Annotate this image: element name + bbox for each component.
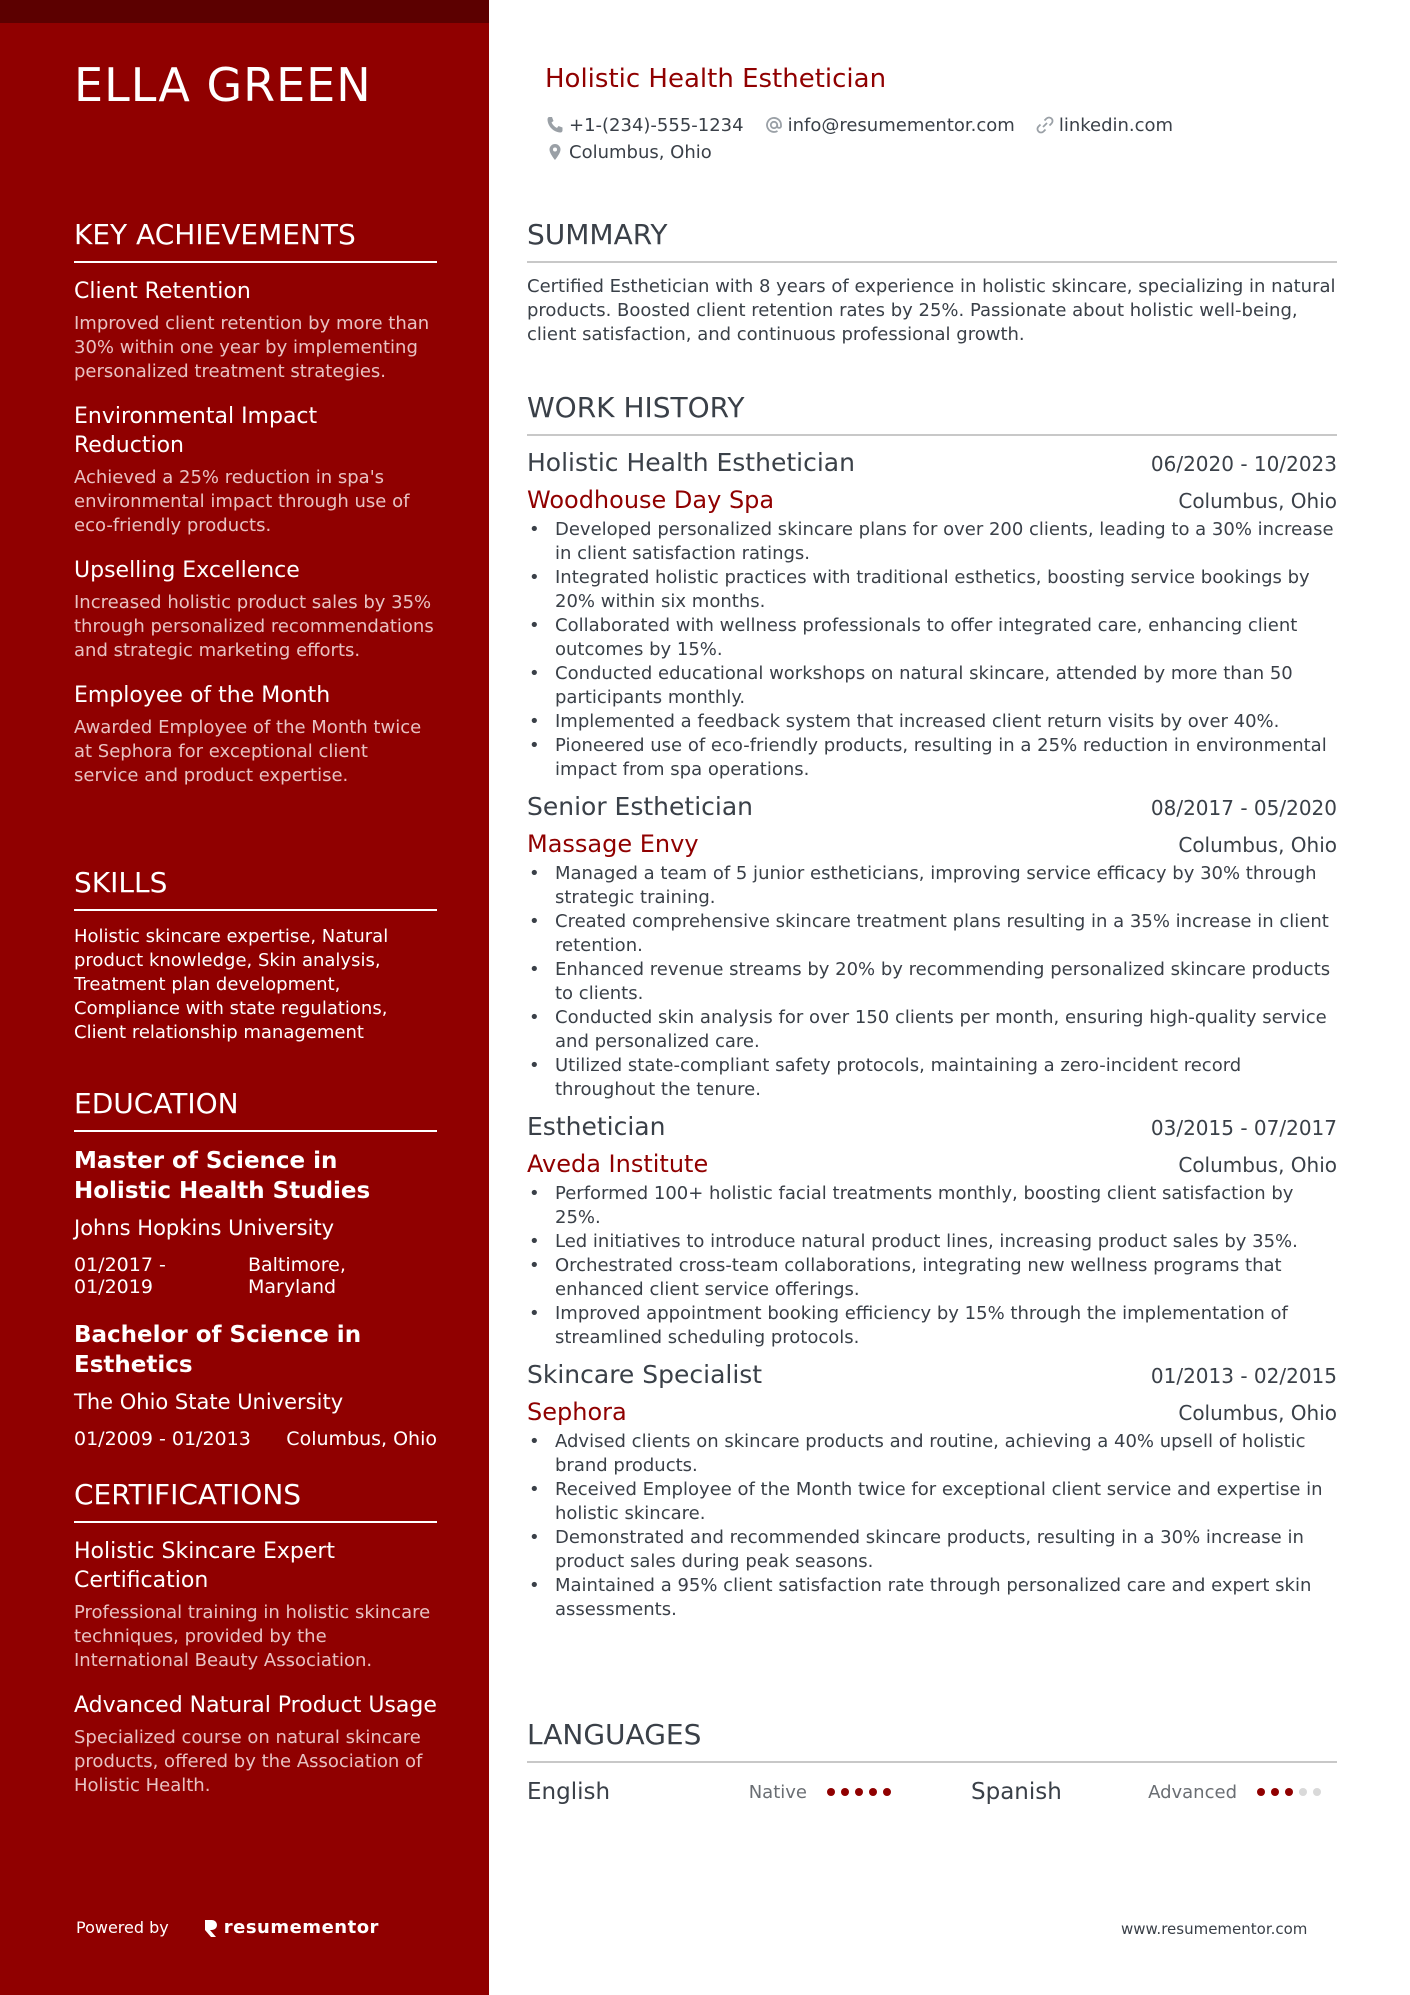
certifications-section: [74, 1478, 437, 1816]
job-location: Columbus, Ohio: [1178, 489, 1337, 513]
education-location: Baltimore, Maryland: [247, 1254, 346, 1298]
candidate-name: ELLA GREEN: [74, 58, 372, 112]
language-level: Advanced: [1148, 1781, 1237, 1803]
rating-dot-filled: [1285, 1788, 1293, 1796]
email-text: info@resumementor.com: [787, 114, 1015, 136]
job-role: Esthetician: [527, 1112, 666, 1141]
certification-desc: Specialized course on natural skincare products, offered by the Association of Holistic Health.: [74, 1727, 423, 1796]
certification-title: Advanced Natural Product Usage: [74, 1693, 437, 1718]
education-meta: [74, 1428, 437, 1450]
job-bullet: • Orchestrated cross-team collaborations, integrating new wellness programs that enhanced client service offerings.: [527, 1254, 1337, 1302]
job-bullet: • Received Employee of the Month twice for exceptional client service and expertise in holistic skincare.: [527, 1478, 1337, 1526]
contact-linkedin[interactable]: [1035, 115, 1173, 136]
language-rating: [1257, 1788, 1327, 1796]
job-bullet: • Collaborated with wellness professionals to offer integrated care, enhancing client outcomes by 15%.: [527, 614, 1337, 662]
section-heading: EDUCATION: [74, 1087, 437, 1132]
contact-email[interactable]: [764, 115, 1015, 136]
linkedin-text: linkedin.com: [1058, 114, 1174, 136]
job-bullet: • Developed personalized skincare plans for over 200 clients, leading to a 30% increase in client satisfaction ratings.: [527, 518, 1337, 566]
languages-section: [527, 1718, 1337, 1809]
job-role: Holistic Health Esthetician: [527, 448, 855, 477]
achievement-title: Client Retention: [74, 279, 251, 304]
brand-name: resumementor: [223, 1917, 379, 1938]
powered-by-label: Powered by: [76, 1918, 169, 1937]
contact-location: [545, 142, 712, 163]
job-bullet: • Managed a team of 5 junior estheticians, improving service efficacy by 30% through strategic training.: [527, 862, 1337, 910]
achievement-title: Environmental Impact Reduction: [74, 404, 318, 458]
education-school: The Ohio State University: [74, 1390, 344, 1414]
skills-section: [74, 866, 437, 1045]
job-company: Sephora: [527, 1398, 627, 1426]
languages-row: [527, 1775, 1337, 1809]
job-bullet: • Enhanced revenue streams by 20% by recommending personalized skincare products to clients.: [527, 958, 1337, 1006]
certification-title: Holistic Skincare Expert Certification: [74, 1539, 336, 1593]
location-pin-icon: [545, 142, 565, 162]
achievement-title: Upselling Excellence: [74, 558, 300, 583]
rating-dot-filled: [841, 1788, 849, 1796]
job-location: Columbus, Ohio: [1178, 833, 1337, 857]
education-item: [74, 1146, 437, 1298]
job-bullet: • Created comprehensive skincare treatment plans resulting in a 35% increase in client retention.: [527, 910, 1337, 958]
rating-dot-filled: [1257, 1788, 1265, 1796]
job-bullet: • Pioneered use of eco-friendly products, resulting in a 25% reduction in environmental impact from spa operations.: [527, 734, 1337, 782]
job-bullet: • Utilized state-compliant safety protocols, maintaining a zero-incident record throughout the tenure.: [527, 1054, 1337, 1102]
achievement-item: [74, 277, 437, 384]
job-bullet: • Conducted skin analysis for over 150 clients per month, ensuring high-quality service and personalized care.: [527, 1006, 1337, 1054]
phone-text: +1-(234)-555-1234: [569, 114, 744, 136]
section-heading: WORK HISTORY: [527, 391, 1337, 436]
job-dates: 06/2020 - 10/2023: [1150, 452, 1337, 476]
job-entry: [527, 1112, 1337, 1350]
job-bullet: • Advised clients on skincare products and routine, achieving a 40% upsell of holistic brand products.: [527, 1430, 1337, 1478]
job-bullet: • Implemented a feedback system that increased client return visits by over 40%.: [527, 710, 1337, 734]
achievement-desc: Increased holistic product sales by 35% through personalized recommendations and strategic marketing efforts.: [74, 592, 434, 661]
education-dates: 01/2009 - 01/2013: [74, 1428, 251, 1450]
certification-desc: Professional training in holistic skincare techniques, provided by the International Beauty Association.: [74, 1602, 431, 1671]
job-company: Massage Envy: [527, 830, 699, 858]
achievement-title: Employee of the Month: [74, 683, 331, 708]
rating-dot-filled: [1271, 1788, 1279, 1796]
location-text: Columbus, Ohio: [569, 141, 712, 163]
rating-dot-filled: [883, 1788, 891, 1796]
at-icon: [764, 115, 784, 135]
work-history-section: [527, 391, 1337, 1632]
job-bullet: • Performed 100+ holistic facial treatments monthly, boosting client satisfaction by 25%.: [527, 1182, 1337, 1230]
certification-item: [74, 1691, 437, 1798]
education-section: [74, 1087, 437, 1472]
contact-phone[interactable]: [545, 115, 744, 136]
achievement-desc: Awarded Employee of the Month twice at Sephora for exceptional client service and product expertise.: [74, 717, 422, 786]
language-name: English: [527, 1779, 611, 1805]
job-location: Columbus, Ohio: [1178, 1401, 1337, 1425]
sidebar-top-bar: [0, 0, 489, 23]
education-meta: [74, 1254, 437, 1298]
job-bullet: • Improved appointment booking efficiency by 15% through the implementation of streamlined scheduling protocols.: [527, 1302, 1337, 1350]
job-bullets: [527, 862, 1337, 1102]
summary-section: [527, 218, 1337, 347]
rating-dot-filled: [869, 1788, 877, 1796]
brand-logo[interactable]: [203, 1917, 379, 1938]
job-location: Columbus, Ohio: [1178, 1153, 1337, 1177]
rating-dot-empty: [1299, 1788, 1307, 1796]
section-heading: KEY ACHIEVEMENTS: [74, 218, 437, 263]
job-bullet: • Demonstrated and recommended skincare products, resulting in a 30% increase in product sales during peak seasons.: [527, 1526, 1337, 1574]
phone-icon: [545, 115, 565, 135]
education-item: [74, 1320, 437, 1450]
sidebar: [0, 0, 489, 1995]
link-icon: [1035, 115, 1055, 135]
job-role: Senior Esthetician: [527, 792, 754, 821]
job-bullets: [527, 1430, 1337, 1622]
summary-text: Certified Esthetician with 8 years of experience in holistic skincare, specializing in natural products. Boosted client retention rates by 25%. Passionate about holistic well-being, client satisfaction, and continuous professional growth.: [527, 276, 1336, 345]
achievement-item: [74, 402, 437, 538]
job-bullet: • Maintained a 95% client satisfaction rate through personalized care and expert skin assessments.: [527, 1574, 1337, 1622]
job-bullets: [527, 1182, 1337, 1350]
job-bullet: • Integrated holistic practices with traditional esthetics, boosting service bookings by 20% within six months.: [527, 566, 1337, 614]
rating-dot-empty: [1313, 1788, 1321, 1796]
resumementor-logo-icon: [203, 1918, 219, 1938]
job-company: Aveda Institute: [527, 1150, 709, 1178]
achievement-item: [74, 681, 437, 788]
job-bullets: [527, 518, 1337, 782]
achievement-desc: Improved client retention by more than 30% within one year by implementing personalized treatment strategies.: [74, 313, 430, 382]
language-name: Spanish: [971, 1779, 1062, 1805]
education-degree: Master of Science in Holistic Health Studies: [74, 1148, 371, 1204]
key-achievements-section: [74, 218, 437, 806]
powered-by: [76, 1917, 379, 1938]
certification-item: [74, 1537, 437, 1673]
rating-dot-filled: [855, 1788, 863, 1796]
footer-url[interactable]: www.resumementor.com: [1121, 1920, 1308, 1938]
job-role: Skincare Specialist: [527, 1360, 763, 1389]
job-dates: 08/2017 - 05/2020: [1150, 796, 1337, 820]
section-heading: SKILLS: [74, 866, 437, 911]
job-entry: [527, 1360, 1337, 1622]
education-school: Johns Hopkins University: [74, 1216, 335, 1240]
job-entry: [527, 448, 1337, 782]
job-dates: 01/2013 - 02/2015: [1150, 1364, 1337, 1388]
section-heading: CERTIFICATIONS: [74, 1478, 437, 1523]
achievement-desc: Achieved a 25% reduction in spa's environmental impact through use of eco-friendly products.: [74, 467, 410, 536]
language-rating: [827, 1788, 971, 1796]
job-company: Woodhouse Day Spa: [527, 486, 775, 514]
job-dates: 03/2015 - 07/2017: [1150, 1116, 1337, 1140]
education-location: Columbus, Ohio: [286, 1428, 437, 1450]
headline-title: Holistic Health Esthetician: [545, 64, 887, 94]
skills-list: Holistic skincare expertise, Natural product knowledge, Skin analysis, Treatment plan development, Compliance with state regulations, Client relationship management: [74, 926, 389, 1043]
contact-info: [545, 112, 1325, 166]
section-heading: LANGUAGES: [527, 1718, 1337, 1763]
job-bullet: • Led initiatives to introduce natural product lines, increasing product sales by 35%.: [527, 1230, 1337, 1254]
job-bullet: • Conducted educational workshops on natural skincare, attended by more than 50 participants monthly.: [527, 662, 1337, 710]
rating-dot-filled: [827, 1788, 835, 1796]
job-entry: [527, 792, 1337, 1102]
section-heading: SUMMARY: [527, 218, 1337, 263]
language-level: Native: [748, 1781, 807, 1803]
achievement-item: [74, 556, 437, 663]
education-degree: Bachelor of Science in Esthetics: [74, 1322, 362, 1378]
education-dates: 01/2017 - 01/2019: [74, 1254, 166, 1298]
